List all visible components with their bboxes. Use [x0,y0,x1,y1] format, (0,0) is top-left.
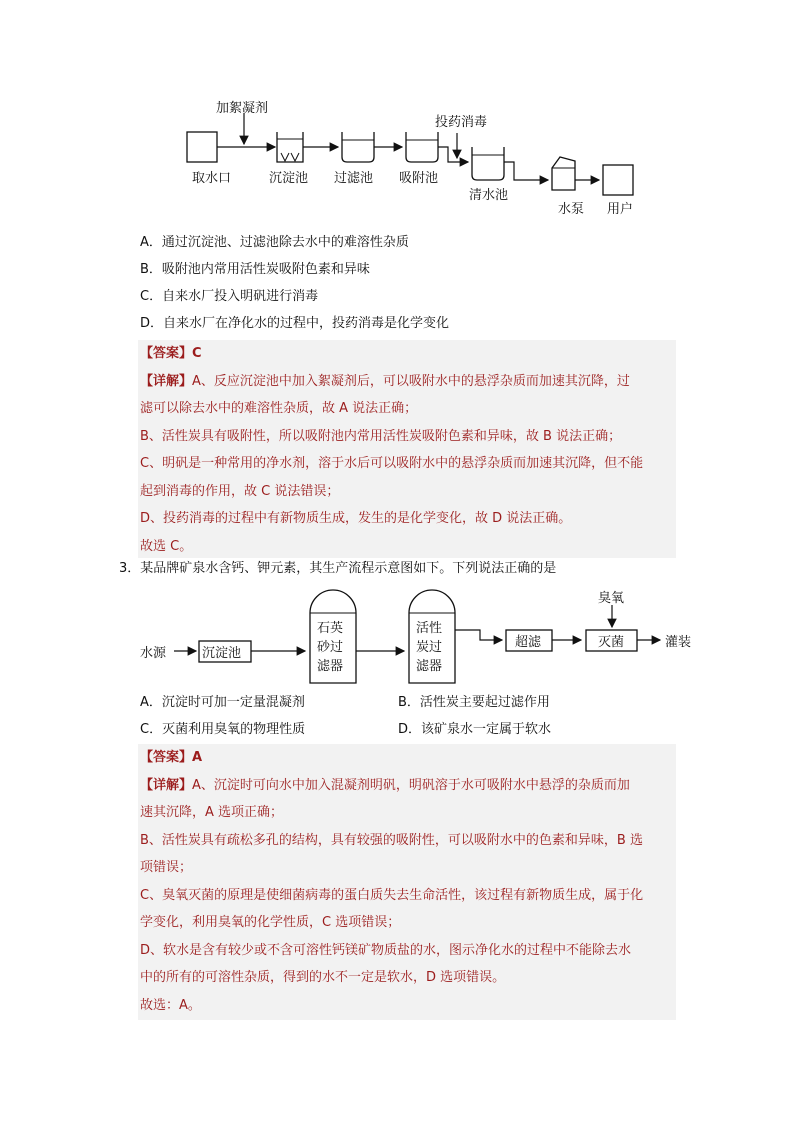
quartz-line-2: 砂过 [317,640,344,655]
q3-option-d: D．该矿泉水一定属于软水 [398,722,552,737]
disinfect-label: 投药消毒 [435,115,488,130]
quartz-filter-label [317,619,343,676]
mineral-water-diagram [140,583,700,688]
q2-option-a: A．通过沉淀池、过滤池除去水中的难溶性杂质 [140,235,409,250]
pump-shape [552,157,575,190]
user-box [603,165,633,195]
q3-option-a: A．沉淀时可加一定量混凝剂 [140,695,305,710]
answer-value: A [192,750,203,765]
answer-value: C [192,346,202,361]
q2-option-c: C．自来水厂投入明矾进行消毒 [140,289,319,304]
q2-answer-line [138,340,676,368]
filter-tank [342,132,374,162]
q3-detail-line-4: 项错误； [140,860,193,875]
q3-detail-line-2: 速其沉降，A 选项正确； [140,805,284,820]
station-pump: 水泵 [558,202,585,217]
clear-water-tank [472,147,504,180]
q2-detail-line-2: 滤可以除去水中的难溶性杂质，故 A 说法正确； [140,401,418,416]
q2-detail-line-6: D、投药消毒的过程中有新物质生成，发生的是化学变化，故 D 说法正确。 [140,511,572,526]
q2-conclusion: 故选 C。 [140,538,193,554]
q3-detail-line-3: B、活性炭具有疏松多孔的结构，具有较强的吸附性，可以吸附水中的色素和异味，B 选 [140,832,643,848]
quartz-line-1: 石英 [317,621,344,636]
q2-option-d: D．自来水厂在净化水的过程中，投药消毒是化学变化 [140,316,450,331]
station-sedimentation: 沉淀池 [269,171,309,186]
ozone-label: 臭氧 [598,591,625,606]
q2-detail-line-3: B、活性炭具有吸附性，所以吸附池内常用活性炭吸附色素和异味，故 B 说法正确； [140,428,622,444]
detail-text: A、反应沉淀池中加入絮凝剂后，可以吸附水中的悬浮杂质而加速其沉降，过 [192,373,630,389]
station-filter: 过滤池 [334,171,374,186]
carbon-line-1: 活性 [416,621,443,636]
q3-answer-line [138,744,676,772]
detail-text: A、沉淀时可向水中加入混凝剂明矾，明矾溶于水可吸附水中悬浮的杂质而加 [192,777,630,793]
station-adsorption: 吸附池 [399,171,439,186]
q2-option-b: B．吸附池内常用活性炭吸附色素和异味 [140,262,370,277]
intake-box [187,132,217,162]
quartz-line-3: 滤器 [317,659,344,674]
q3-text: 某品牌矿泉水含钙、钾元素，其生产流程示意图如下。下列说法正确的是 [140,561,557,576]
detail-tag: 【详解】 [140,373,193,389]
water-plant-diagram [180,95,650,220]
carbon-line-2: 炭过 [416,640,443,655]
q3-detail-line-1 [138,772,676,800]
q3-detail-line-5: C、臭氧灭菌的原理是使细菌病毒的蛋白质失去生命活性，该过程有新物质生成，属于化 [140,887,644,903]
q3-stem [119,560,556,578]
q2-detail-line-4: C、明矾是一种常用的净水剂，溶于水后可以吸附水中的悬浮杂质而加速其沉降，但不能 [140,456,644,471]
answer-tag: 【答案】 [140,750,193,765]
ultrafilter-label: 超滤 [515,635,542,650]
station-user: 用户 [607,202,634,217]
answer-tag: 【答案】 [140,346,193,361]
sterilize-label: 灭菌 [598,635,625,650]
flocculant-label: 加絮凝剂 [216,101,269,116]
adsorption-tank [406,132,438,162]
fill-label: 灌装 [665,635,692,650]
station-intake: 取水口 [192,171,232,186]
q2-answer-block [138,340,676,558]
q3-number: 3． [119,561,141,576]
source-label: 水源 [140,646,167,661]
station-clear-water: 清水池 [469,188,509,203]
carbon-line-3: 滤器 [416,659,443,674]
q2-detail-line-5: 起到消毒的作用，故 C 说法错误； [140,483,340,499]
detail-tag: 【详解】 [140,777,193,793]
carbon-filter-label [416,619,442,676]
q3-detail-line-8: 中的所有的可溶性杂质，得到的水不一定是软水，D 选项错误。 [140,970,506,985]
q2-detail-line-1 [138,368,676,396]
q3-detail-line-6: 学变化，利用臭氧的化学性质，C 选项错误； [140,915,401,930]
q3-option-c: C．灭菌利用臭氧的物理性质 [140,722,306,737]
q3-detail-line-7: D、软水是含有较少或不含可溶性钙镁矿物质盐的水，图示净化水的过程中不能除去水 [140,942,632,958]
q3-option-b: B．活性炭主要起过滤作用 [398,695,550,710]
q3-conclusion: 故选：A。 [140,997,201,1013]
settling-label: 沉淀池 [202,646,242,661]
sedimentation-tank [277,132,303,162]
q3-answer-block [138,744,676,1020]
